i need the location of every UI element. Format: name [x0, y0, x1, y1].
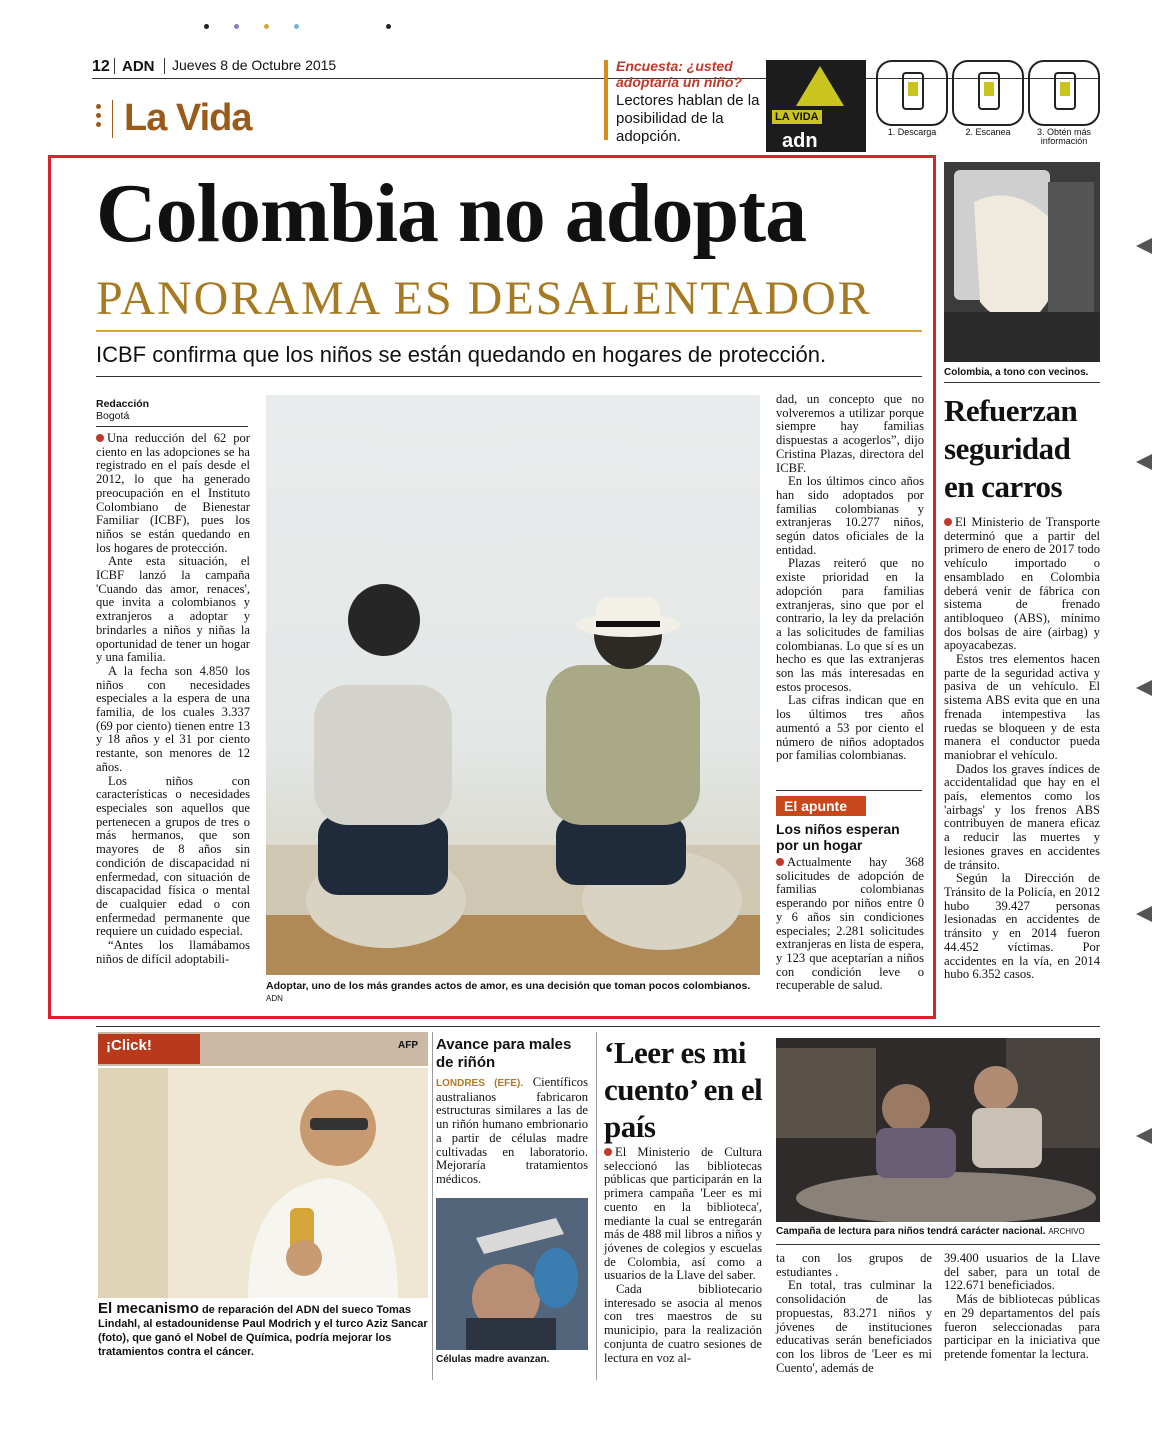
- reading-headline: ‘Leer es mi cuento’ en el país: [604, 1035, 763, 1144]
- lab-worker-image: [436, 1198, 588, 1350]
- bullet-icon: [944, 518, 952, 526]
- brand-logo: ADN: [122, 58, 155, 75]
- car-rule: [944, 382, 1100, 383]
- header-divider: [114, 58, 115, 74]
- paragraph: Cada bibliotecario interesado se asocia al menos con tres maestros de su municipio, para la realización conjunta de cuatro sesiones de lectura en voz al-: [604, 1282, 762, 1365]
- main-headline: Colombia no adopta: [96, 167, 807, 260]
- paragraph: Según la Dirección de Tránsito de la Policía, en 2012 hubo 39.427 personas lesionadas en accidentes de tránsito y en 2014 fueron 44.452 víctimas. Por accidentes en la vía, en 2014 hubo 6.352 casos.: [944, 871, 1100, 982]
- caption-rule: [776, 1244, 1100, 1245]
- page-number: 12: [92, 58, 110, 75]
- reading-column-1: [604, 1146, 762, 1365]
- photo-credit: ADN: [266, 994, 283, 1003]
- poll-text: Lectores hablan de la posibilidad de la adopción.: [616, 92, 760, 145]
- caption-text: Adoptar, uno de los más grandes actos de amor, es una decisión que toman pocos colombianos.: [266, 980, 751, 992]
- reading-photo: [776, 1038, 1100, 1222]
- car-headline: Refuerzan seguridad en carros: [944, 393, 1078, 504]
- bullet-icon: [96, 434, 104, 442]
- sidebar-title: Los niños esperan por un hogar: [776, 821, 900, 853]
- kidney-body: [436, 1076, 588, 1187]
- reading-photo-caption: [776, 1226, 1106, 1237]
- byline: [96, 398, 149, 422]
- sidebar-rule: [776, 790, 922, 791]
- main-photo-caption: [266, 980, 766, 1005]
- section-title: La Vida: [124, 97, 252, 139]
- promo-label: LA VIDA: [772, 110, 822, 124]
- promo-triangle-icon: [796, 66, 844, 106]
- click-photo: [98, 1068, 428, 1298]
- car-airbag-image: [944, 162, 1100, 362]
- header-divider: [164, 58, 165, 74]
- photo-credit: ARCHIVO: [1048, 1227, 1085, 1236]
- poll-title: Encuesta: ¿usted adoptaría un niño?: [616, 58, 742, 90]
- click-tag: ¡Click!: [98, 1034, 200, 1064]
- edge-marker-icon: [1136, 238, 1152, 254]
- edge-marker-icon: [1136, 906, 1152, 922]
- sidebar-body: [776, 856, 924, 993]
- byline-place: Bogotá: [96, 410, 130, 422]
- paragraph: Más de bibliotecas públicas en 29 departamentos del país fueron seleccionadas para participar en la iniciativa que pretende fomentar la lectura.: [944, 1292, 1100, 1361]
- kidney-headline: Avance para males de riñón: [436, 1036, 572, 1071]
- decor-dot: [234, 24, 239, 29]
- main-photo: [266, 395, 760, 975]
- click-caption: [98, 1302, 428, 1359]
- download-step-icon: [876, 60, 948, 126]
- paragraph: Dados los graves índices de accidentalidad que hay en el país, elementos como los 'airbags' y los frenos ABS contribuyen de manera eficaz a reducir las muertes y lesiones graves en accidentes de tránsito.: [944, 761, 1100, 872]
- promo-brand: adn: [782, 130, 818, 152]
- paragraph: El Ministerio de Cultura seleccionó las bibliotecas públicas que participarán en la primera campaña 'Leer es mi cuento en la biblioteca', mediante la cual se entregarán más de 488 mil libros a niños y jóvenes de colegios y escuelas de Colombia, así como a usuarios de la Llave del saber.: [604, 1145, 762, 1283]
- paragraph: dad, un concepto que no volveremos a utilizar porque siempre hay familias dispuestas a acogerlos”, dijo Cristina Plazas, directora del ICBF.: [776, 392, 924, 475]
- bottom-rule: [96, 1026, 1100, 1027]
- dek-rule: [96, 376, 922, 377]
- main-dek: ICBF confirma que los niños se están quedando en hogares de protección.: [96, 342, 827, 367]
- byline-rule: [96, 426, 248, 427]
- paragraph: En los últimos cinco años han sido adoptados por familias colombianas y extranjeras 10.277 niños, según datos oficiales de la entidad.: [776, 474, 924, 557]
- info-step-icon: [1028, 60, 1100, 126]
- stem-cell-photo: [436, 1198, 588, 1350]
- section-divider: [112, 100, 113, 138]
- byline-name: Redacción: [96, 398, 150, 410]
- paragraph: Los niños con características o necesidades especiales son aquellos que pertenecen a grupos de tres o más hermanos, que son mayores de 8 años sin condición de discapacidad ni enfermedad, con situación de discapacidad física o mental de cualquier edad o con enfermedad permanente que requiere un cuidado especial.: [96, 773, 250, 939]
- paragraph: Plazas reiteró que no existe prioridad en la adopción para familias extranjeras, sino que por el contrario, la ley da prelación a las solicitudes de familias colombianas. Lo que sí es un hecho es que las extranjeras son las más interesadas en estos procesos.: [776, 556, 924, 694]
- paragraph: 39.400 usuarios de la Llave del saber, para un total de 122.671 beneficiados.: [944, 1251, 1100, 1293]
- section-dots-icon: [96, 104, 101, 131]
- paragraph: El Ministerio de Transporte determinó que a partir del primero de enero de 2017 todo vehículo importado o ensamblado en Colombia deberá venir de fábrica con sistema de frenado antibloqueo (ABS), mínimo dos bolsas de aire (airbag) y apoyacabezas.: [944, 515, 1100, 653]
- caption-text: de reparación del ADN del sueco Tomas Lindahl, al estadounidense Paul Modrich y el turco Aziz Sancar (foto), que ganó el Nobel de Química, podría mejorar los tratamientos contra el cáncer.: [98, 1304, 428, 1358]
- edge-marker-icon: [1136, 1128, 1152, 1144]
- decor-dot: [264, 24, 269, 29]
- paragraph: “Antes los llamábamos niños de difícil adoptabili-: [96, 938, 250, 966]
- car-photo-caption: Colombia, a tono con vecinos.: [944, 367, 1089, 378]
- decor-dot: [294, 24, 299, 29]
- step-label: 1. Descarga: [887, 127, 937, 137]
- reading-column-3: [944, 1252, 1100, 1362]
- car-article-body: [944, 516, 1100, 982]
- click-agency: AFP: [398, 1040, 418, 1051]
- caption-lead: El mecanismo: [98, 1300, 199, 1317]
- bullet-icon: [776, 858, 784, 866]
- children-on-pier-image: [266, 395, 760, 975]
- stem-cell-caption: Células madre avanzan.: [436, 1354, 550, 1365]
- paragraph: Ante esta situación, el ICBF lanzó la campaña 'Cuando das amor, renaces', que invita a colombianos y extranjeros a adoptar y brindarles a niños y niñas la oportunidad de tener un hogar y una familia.: [96, 554, 250, 665]
- main-article-column-2: [776, 393, 924, 763]
- step-label: 3. Obtén más información: [1036, 127, 1092, 146]
- paragraph: Una reducción del 62 por ciento en las adopciones se ha registrado en el país desde el 2012, lo que ha generado preocupación en el Instituto Colombiano de Bienestar Familiar (ICBF), pues los niños se están quedando en los hogares de protección.: [96, 431, 250, 555]
- decor-dot: [386, 24, 391, 29]
- car-photo: [944, 162, 1100, 362]
- laughing-man-image: [98, 1068, 428, 1298]
- caption-text: Campaña de lectura para niños tendrá carácter nacional.: [776, 1226, 1046, 1237]
- step-label: 2. Escanea: [965, 127, 1011, 137]
- paragraph: Estos tres elementos hacen parte de la seguridad activa y pasiva de un vehículo. El sistema ABS evita que en una frenada intempestiva las ruedas se bloqueen y de esta manera el conductor pueda maniobrar el vehículo.: [944, 652, 1100, 762]
- column-divider: [596, 1032, 597, 1380]
- reading-column-2: [776, 1252, 932, 1375]
- paragraph: En total, tras culminar la consolidación de las propuestas, 83.271 niños y jóvenes de instituciones educativas serán beneficiados con los libros de 'Leer es mi Cuento', además de: [776, 1278, 932, 1375]
- paragraph: A la fecha son 4.850 los niños con necesidades especiales a la espera de una familia, de los cuales 3.337 (69 por ciento) tienen entre 13 y 18 años y el 31 por ciento restante, son menores de 12 años.: [96, 663, 250, 774]
- paragraph: ta con los grupos de estudiantes .: [776, 1251, 932, 1279]
- dateline: LONDRES (EFE).: [436, 1078, 524, 1089]
- decor-dot: [204, 24, 209, 29]
- sidebar-tag: El apunte: [776, 796, 866, 816]
- kids-reading-image: [776, 1038, 1100, 1222]
- paragraph: Científicos australianos fabricaron estructuras similares a las de un riñón humano embrionario a partir de células madre cultivadas en laboratorio. Mejoraría tratamientos médicos.: [436, 1075, 588, 1186]
- kicker-rule: [96, 330, 922, 332]
- main-kicker: PANORAMA ES DESALENTADOR: [96, 272, 872, 325]
- promo-box: [766, 60, 866, 152]
- paragraph: Las cifras indican que en los últimos tres años aumentó a 53 por ciento el número de niños adoptados por familias colombianas.: [776, 693, 924, 763]
- edge-marker-icon: [1136, 454, 1152, 470]
- edge-marker-icon: [1136, 680, 1152, 696]
- bullet-icon: [604, 1148, 612, 1156]
- poll-accent-bar: [604, 60, 608, 140]
- scan-step-icon: [952, 60, 1024, 126]
- column-divider: [432, 1032, 433, 1380]
- main-article-column-1: [96, 432, 250, 966]
- issue-date: Jueves 8 de Octubre 2015: [172, 57, 337, 73]
- paragraph: Actualmente hay 368 solicitudes de adopción de familias colombianas esperando por niños entre 0 y 6 años sin condiciones especiales; 2.281 solicitudes extranjeras en lista de espera, y 123 que aceptarían a niños con condición leve o recuperable de salud.: [776, 855, 924, 993]
